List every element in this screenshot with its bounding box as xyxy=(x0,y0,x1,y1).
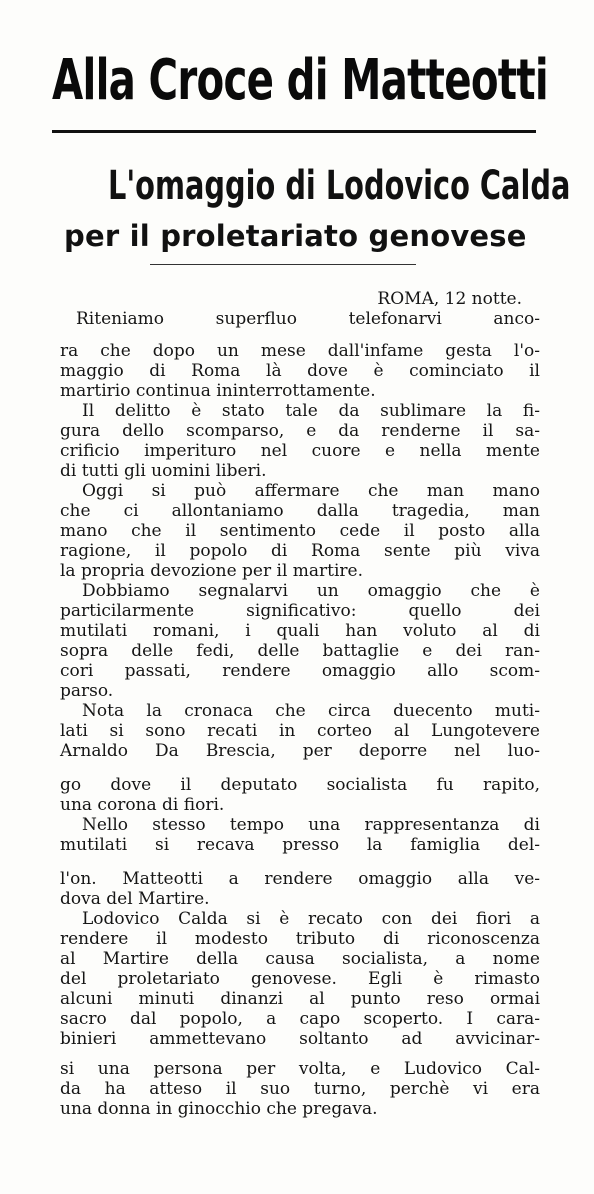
body-line: particilarmente significativo: quello dei xyxy=(60,601,540,621)
body-line: alcuni minuti dinanzi al punto reso ormai xyxy=(60,989,540,1009)
body-line: lati si sono recati in corteo al Lungotevere xyxy=(60,721,540,741)
body-line: che ci allontaniamo dalla tragedia, man xyxy=(60,501,540,521)
body-line: Nota la cronaca che circa duecento muti- xyxy=(82,701,540,721)
body-line: sopra delle fedi, delle battaglie e dei ran- xyxy=(60,641,540,661)
body-line: al Martire della causa socialista, a nome xyxy=(60,949,540,969)
body-line: gura dello scomparso, e da renderne il sa- xyxy=(60,421,540,441)
body-line: una donna in ginocchio che pregava. xyxy=(60,1099,378,1119)
body-line: binieri ammettevano soltanto ad avvicinar- xyxy=(60,1029,540,1049)
body-line: crificio imperituro nel cuore e nella mente xyxy=(60,441,540,461)
body-line: da ha atteso il suo turno, perchè vi era xyxy=(60,1079,540,1099)
body-line: Nello stesso tempo una rappresentanza di xyxy=(82,815,540,835)
body-line: si una persona per volta, e Ludovico Cal- xyxy=(60,1059,540,1079)
body-line: parso. xyxy=(60,681,114,701)
body-line: del proletariato genovese. Egli è rimasto xyxy=(60,969,540,989)
headline: Alla Croce di Matteotti xyxy=(52,48,549,113)
body-line: ra che dopo un mese dall'infame gesta l'o- xyxy=(60,341,540,361)
body-line: Dobbiamo segnalarvi un omaggio che è xyxy=(82,581,540,601)
body-line: Il delitto è stato tale da sublimare la fi- xyxy=(82,401,540,421)
dateline: ROMA, 12 notte. xyxy=(377,289,522,309)
body-line: cori passati, rendere omaggio allo scom- xyxy=(60,661,540,681)
article-body xyxy=(60,289,540,1119)
body-line: mutilati romani, i quali han voluto al di xyxy=(60,621,540,641)
subtitle-rule xyxy=(150,264,416,265)
body-line: maggio di Roma là dove è cominciato il xyxy=(60,361,540,381)
body-line: rendere il modesto tributo di riconoscenza xyxy=(60,929,540,949)
body-line: ragione, il popolo di Roma sente più viva xyxy=(60,541,540,561)
headline-rule xyxy=(52,130,536,133)
body-line: l'on. Matteotti a rendere omaggio alla ve- xyxy=(60,869,540,889)
body-line: Riteniamo superfluo telefonarvi anco- xyxy=(76,309,540,329)
body-line: mano che il sentimento cede il posto alla xyxy=(60,521,540,541)
body-line: dova del Martire. xyxy=(60,889,210,909)
body-line: Lodovico Calda si è recato con dei fiori a xyxy=(82,909,540,929)
subtitle: L'omaggio di Lodovico Calda xyxy=(108,163,571,209)
body-line: di tutti gli uomini liberi. xyxy=(60,461,267,481)
body-line: sacro dal popolo, a capo scoperto. I cara- xyxy=(60,1009,540,1029)
body-line: Arnaldo Da Brescia, per deporre nel luo- xyxy=(60,741,540,761)
body-line: martirio continua ininterrottamente. xyxy=(60,381,376,401)
body-line: go dove il deputato socialista fu rapito, xyxy=(60,775,540,795)
body-line: mutilati si recava presso la famiglia del- xyxy=(60,835,540,855)
body-line: Oggi si può affermare che man mano xyxy=(82,481,540,501)
body-line: la propria devozione per il martire. xyxy=(60,561,364,581)
body-line: una corona di fiori. xyxy=(60,795,225,815)
subtitle-second-line: per il proletariato genovese xyxy=(64,219,527,253)
